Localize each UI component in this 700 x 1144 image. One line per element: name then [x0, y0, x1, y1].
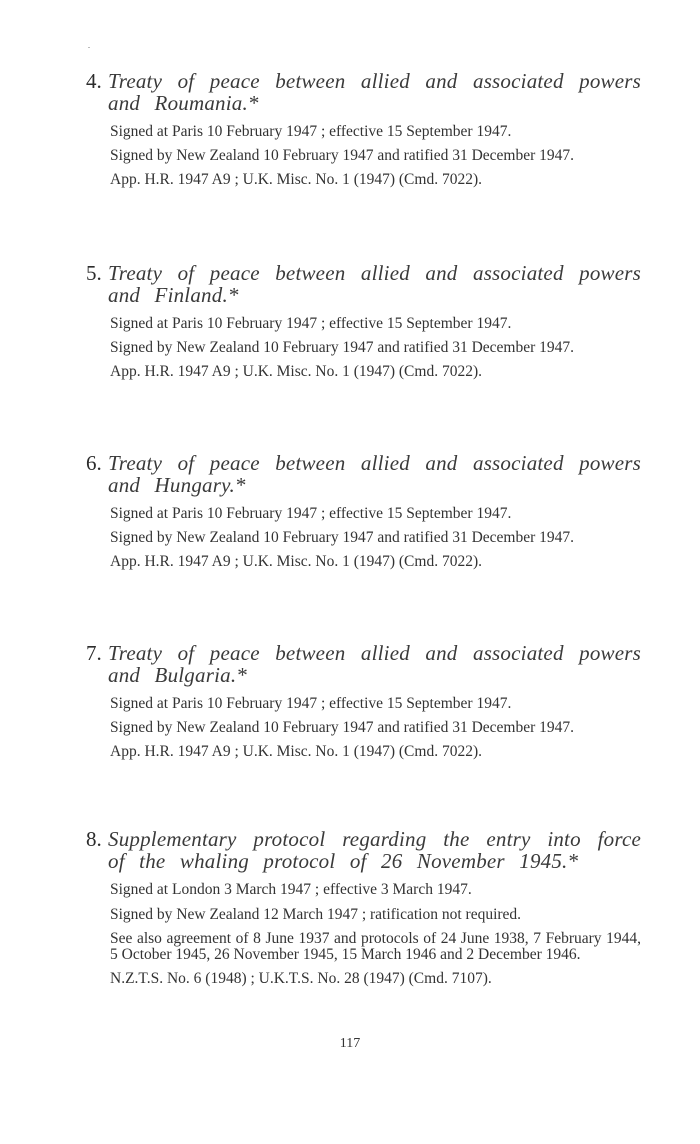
reference-line: N.Z.T.S. No. 6 (1948) ; U.K.T.S. No. 28 (1947) (Cmd. 7107).	[110, 970, 492, 987]
entry-details	[110, 123, 641, 189]
reference-line: App. H.R. 1947 A9 ; U.K. Misc. No. 1 (1947) (Cmd. 7022).	[110, 553, 482, 570]
treaty-entry-5	[86, 262, 641, 388]
entry-number: 7.	[86, 641, 102, 665]
signed-line: Signed at Paris 10 February 1947 ; effective 15 September 1947.	[110, 315, 512, 332]
entry-details	[110, 505, 641, 571]
see-also-line: See also agreement of 8 June 1937 and protocols of 24 June 1938, 7 February 1944, 5 October 1945, 26 November 1945, 15 March 1946 and 2 December 1946.	[110, 930, 641, 963]
reference-line: App. H.R. 1947 A9 ; U.K. Misc. No. 1 (1947) (Cmd. 7022).	[110, 363, 482, 380]
entry-title: Treaty of peace between allied and associated powers and Hungary.*	[108, 451, 641, 497]
entry-number: 6.	[86, 451, 102, 475]
signed-line: Signed at Paris 10 February 1947 ; effective 15 September 1947.	[110, 695, 512, 712]
entry-heading	[86, 70, 641, 114]
ratification-line: Signed by New Zealand 10 February 1947 and ratified 31 December 1947.	[110, 147, 575, 164]
treaty-entry-8	[86, 828, 641, 995]
scan-speck	[88, 47, 90, 48]
entry-heading	[86, 642, 641, 686]
entry-details	[110, 315, 641, 381]
treaty-entry-6	[86, 452, 641, 578]
entry-title: Treaty of peace between allied and associated powers and Roumania.*	[108, 69, 641, 115]
entry-title: Treaty of peace between allied and associated powers and Finland.*	[108, 261, 641, 307]
entry-number: 8.	[86, 827, 102, 851]
entry-details	[110, 695, 641, 761]
entry-heading	[86, 452, 641, 496]
page-number: 117	[339, 1036, 361, 1051]
entry-number: 4.	[86, 69, 102, 93]
ratification-line: Signed by New Zealand 10 February 1947 and ratified 31 December 1947.	[110, 719, 575, 736]
ratification-line: Signed by New Zealand 12 March 1947 ; ratification not required.	[110, 906, 522, 923]
reference-line: App. H.R. 1947 A9 ; U.K. Misc. No. 1 (1947) (Cmd. 7022).	[110, 171, 482, 188]
entry-title: Supplementary protocol regarding the entry into force of the whaling protocol of 26 November 1945.*	[108, 827, 641, 873]
entry-details	[110, 881, 641, 988]
entry-heading	[86, 828, 641, 872]
entry-number: 5.	[86, 261, 102, 285]
entry-heading	[86, 262, 641, 306]
ratification-line: Signed by New Zealand 10 February 1947 and ratified 31 December 1947.	[110, 339, 575, 356]
signed-line: Signed at London 3 March 1947 ; effective 3 March 1947.	[110, 881, 472, 898]
treaty-entry-7	[86, 642, 641, 768]
ratification-line: Signed by New Zealand 10 February 1947 and ratified 31 December 1947.	[110, 529, 575, 546]
signed-line: Signed at Paris 10 February 1947 ; effective 15 September 1947.	[110, 505, 512, 522]
treaty-entry-4	[86, 70, 641, 196]
signed-line: Signed at Paris 10 February 1947 ; effective 15 September 1947.	[110, 123, 512, 140]
reference-line: App. H.R. 1947 A9 ; U.K. Misc. No. 1 (1947) (Cmd. 7022).	[110, 743, 482, 760]
entry-title: Treaty of peace between allied and associated powers and Bulgaria.*	[108, 641, 641, 687]
